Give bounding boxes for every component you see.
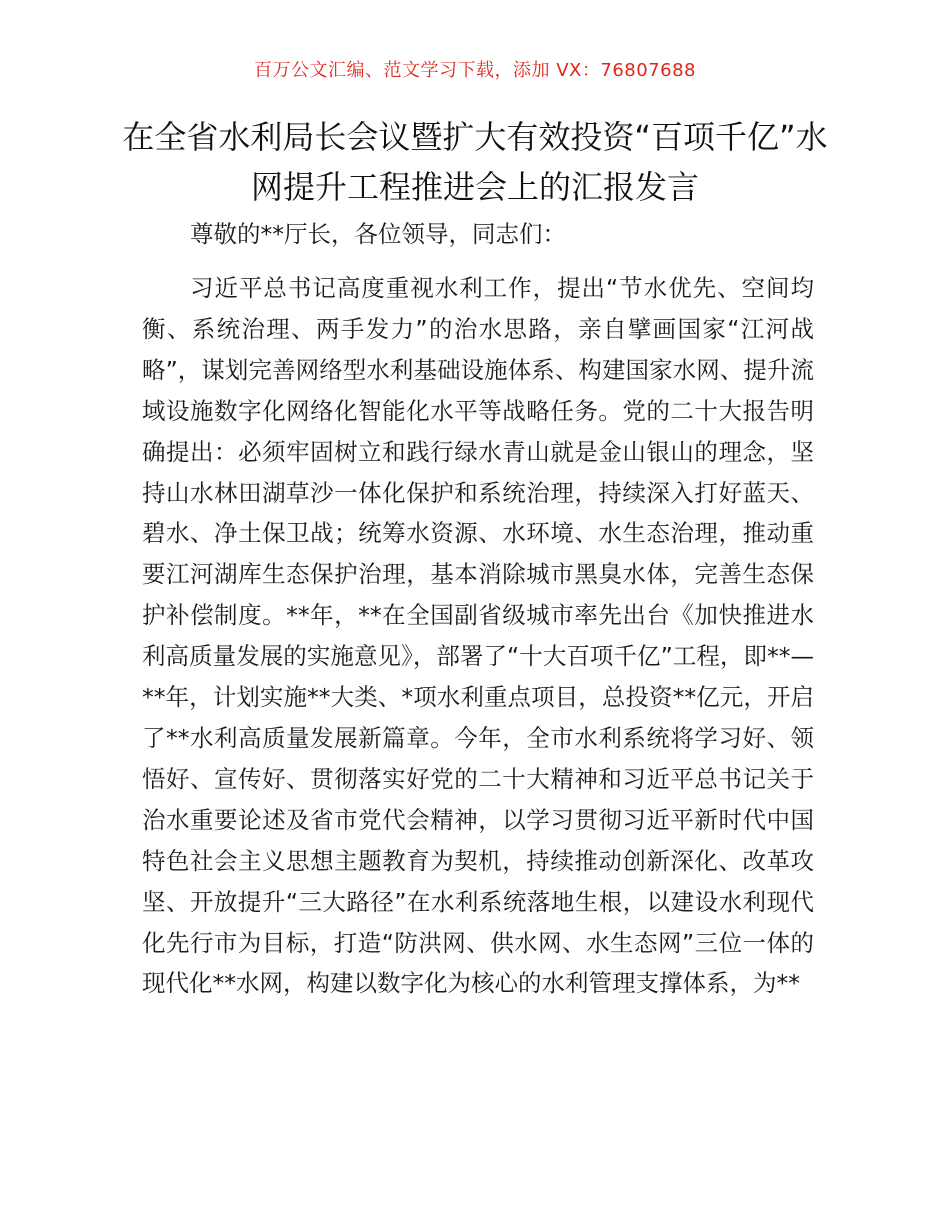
salutation: 尊敬的**厅长，各位领导，同志们：	[190, 220, 566, 248]
header-banner: 百万公文汇编、范文学习下载，添加 VX：76807688	[254, 60, 696, 81]
document-title: 在全省水利局长会议暨扩大有效投资“百项千亿”水网提升工程推进会上的汇报发言	[122, 118, 828, 206]
body-paragraph: 习近平总书记高度重视水利工作，提出“节水优先、空间均衡、系统治理、两手发力”的治水思路，亲自擘画国家“江河战略”，谋划完善网络型水利基础设施体系、构建国家水网、提升流域设施数字化网络化智能化水平等战略任务。党的二十大报告明确提出：必须牢固树立和践行绿水青山就是金山银山的理念，坚持山水林田湖草沙一体化保护和系统治理，持续深入打好蓝天、碧水、净土保卫战；统筹水资源、水环境、水生态治理，推动重要江河湖库生态保护治理，基本消除城市黑臭水体，完善生态保护补偿制度。**年，**在全国副省级城市率先出台《加快推进水利高质量发展的实施意见》，部署了“十大百项千亿”工程，即**—**年，计划实施**大类、*项水利重点项目，总投资**亿元，开启了**水利高质量发展新篇章。今年，全市水利系统将学习好、领悟好、宣传好、贯彻落实好党的二十大精神和习近平总书记关于治水重要论述及省市党代会精神，以学习贯彻习近平新时代中国特色社会主义思想主题教育为契机，持续推动创新深化、改革攻坚、开放提升“三大路径”在水利系统落地生根，以建设水利现代化先行市为目标，打造“防洪网、供水网、水生态网”三位一体的现代化**水网，构建以数字化为核心的水利管理支撑体系，为**	[142, 274, 814, 998]
